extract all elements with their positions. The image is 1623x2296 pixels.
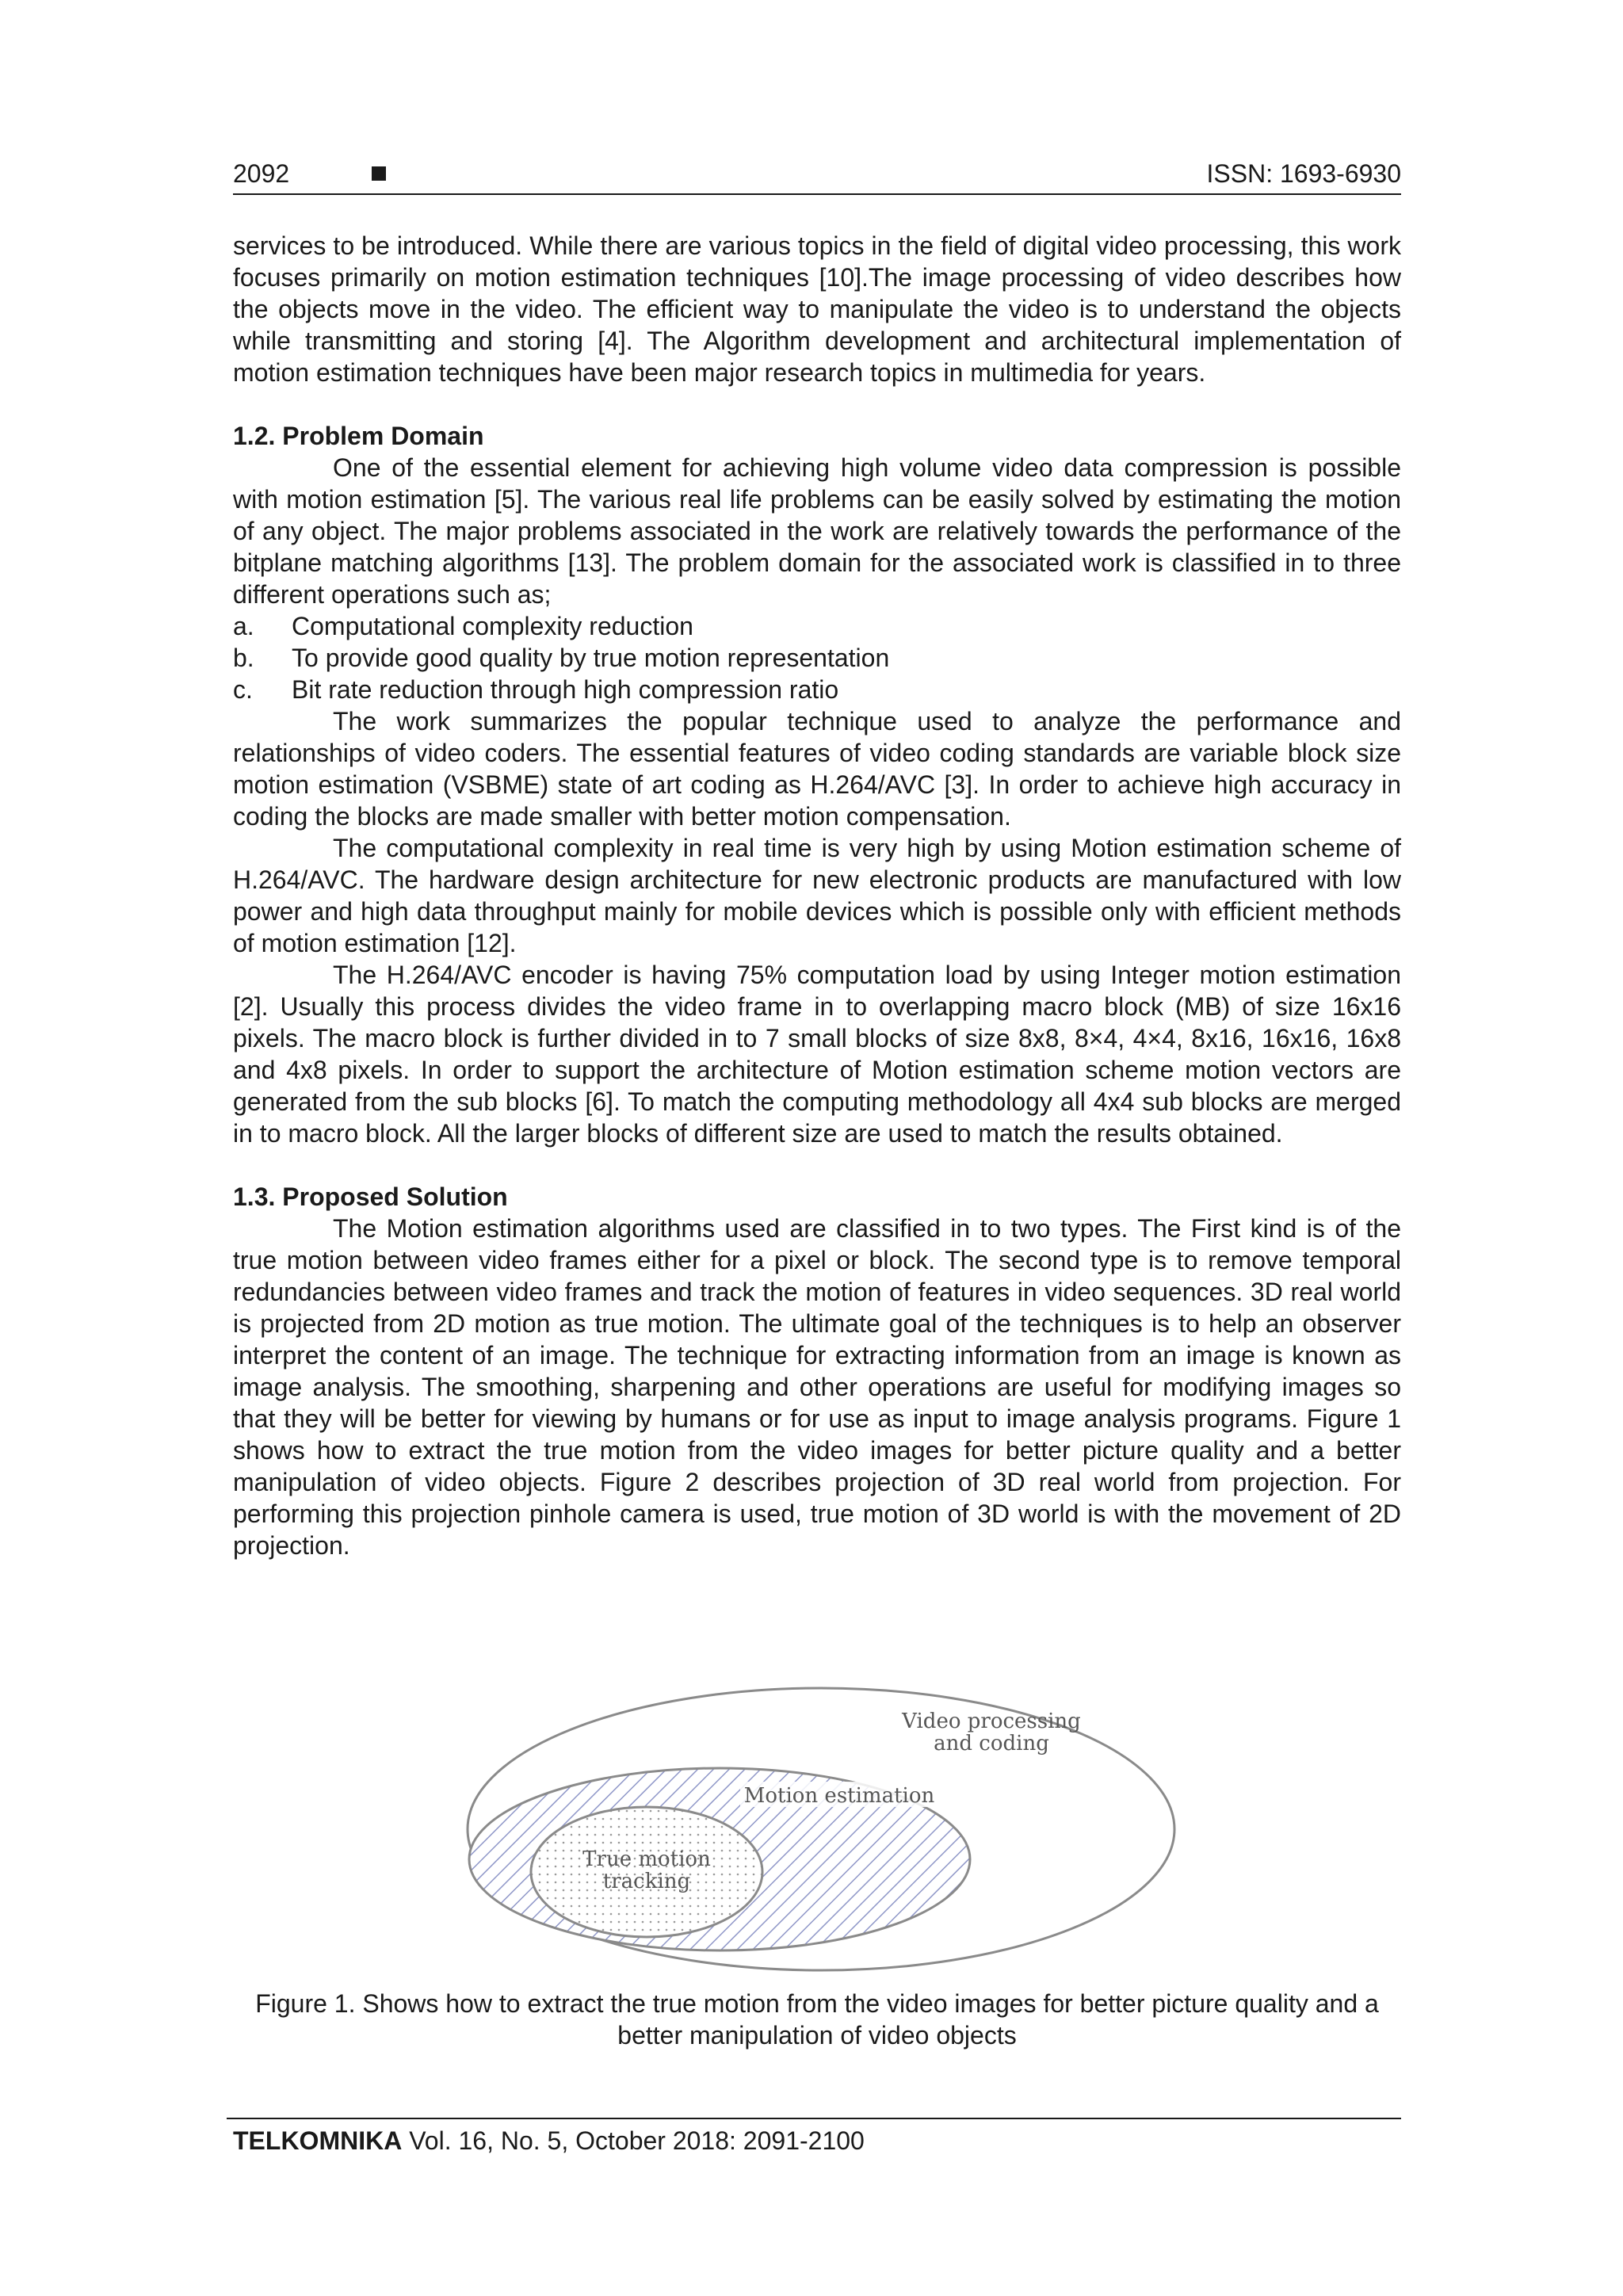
list-item (233, 642, 1401, 674)
list-text: To provide good quality by true motion representation (292, 644, 890, 672)
list-item (233, 674, 1401, 705)
issn-label: ISSN: 1693-6930 (1206, 159, 1401, 188)
page-number: 2092 (233, 159, 290, 188)
figure-1-diagram (464, 1672, 1178, 1973)
list-text: Bit rate reduction through high compression ratio (292, 675, 839, 704)
section-heading-proposed-solution: 1.3. Proposed Solution (233, 1182, 508, 1211)
page-header (233, 155, 1401, 192)
outer-label: Video processing (902, 1710, 1081, 1733)
footer-rule (227, 2118, 1401, 2119)
body-text (233, 230, 1401, 1561)
outer-label-2: and coding (934, 1732, 1049, 1755)
intro-paragraph: services to be introduced. While there are various topics in the field of digital video processing, this work focuses primarily on motion estimation techniques [10].The image processing of video describes how the objects move in the video. The efficient way to manipulate the video is to understand the objects while transmitting and storing [4]. The Algorithm development and architectural implementation of motion estimation techniques have been major research topics in multimedia for years. (233, 231, 1401, 387)
list-marker: a. (233, 612, 254, 640)
list-marker: b. (233, 644, 254, 672)
inner-label: True motion (582, 1847, 711, 1871)
list-text: Computational complexity reduction (292, 612, 693, 640)
page-footer (233, 2122, 865, 2159)
section-heading-problem-domain: 1.2. Problem Domain (233, 422, 484, 450)
list-item (233, 610, 1401, 642)
inner-label-2: tracking (602, 1870, 691, 1893)
figure-caption: Figure 1. Shows how to extract the true motion from the video images for better picture quality and a better manipulation of video objects (255, 1989, 1379, 2050)
problem-paragraph-3: The computational complexity in real time is very high by using Motion estimation scheme of H.264/AVC. The hardware design architecture for new electronic products are manufactured with low power and high data throughput mainly for mobile devices which is possible only with efficient methods of motion estimation [12]. (233, 834, 1401, 957)
journal-citation: Vol. 16, No. 5, October 2018: 2091-2100 (409, 2126, 865, 2155)
problem-paragraph-1: One of the essential element for achieving high volume video data compression is possible with motion estimation [5]. The various real life problems can be easily solved by estimating the motion of any object. The major problems associated in the work are relatively towards the performance of the bitplane matching algorithms [13]. The problem domain for the associated work is classified in to three different operations such as; (233, 453, 1401, 609)
problem-paragraph-2: The work summarizes the popular technique used to analyze the performance and relationships of video coders. The essential features of video coding standards are variable block size motion estimation (VSBME) state of art coding as H.264/AVC [3]. In order to achieve high accuracy in coding the blocks are made smaller with better motion compensation. (233, 707, 1401, 831)
middle-label: Motion estimation (743, 1784, 935, 1808)
solution-paragraph-1: The Motion estimation algorithms used are classified in to two types. The First kind is of the true motion between video frames either for a pixel or block. The second type is to remove temporal redundancies between video frames and track the motion of features in video sequences. 3D real world is projected from 2D motion as true motion. The ultimate goal of the techniques is to help an observer interpret the content of an image. The technique for extracting information from an image is known as image analysis. The smoothing, sharpening and other operations are useful for modifying images so that they will be better for viewing by humans or for use as input to image analysis programs. Figure 1 shows how to extract the true motion from the video images for better picture quality and a better manipulation of video objects. Figure 2 describes projection of 3D real world from projection. For performing this projection pinhole camera is used, true motion of 3D world is with the movement of 2D projection. (233, 1214, 1401, 1560)
journal-name: TELKOMNIKA (233, 2126, 403, 2155)
list-marker: c. (233, 675, 253, 704)
square-bullet-icon (372, 166, 386, 181)
problem-paragraph-4: The H.264/AVC encoder is having 75% computation load by using Integer motion estimation [2]. Usually this process divides the video frame in to overlapping macro block (MB) of size 16x16 pixels. The macro block is further divided in to 7 small blocks of size 8x8, 8×4, 4×4, 8x16, 16x16, 16x8 and 4x8 pixels. In order to support the architecture of Motion estimation scheme motion vectors are generated from the sub blocks [6]. To match the computing methodology all 4x4 sub blocks are merged in to macro block. All the larger blocks of different size are used to match the results obtained. (233, 961, 1401, 1148)
header-rule (233, 193, 1401, 195)
